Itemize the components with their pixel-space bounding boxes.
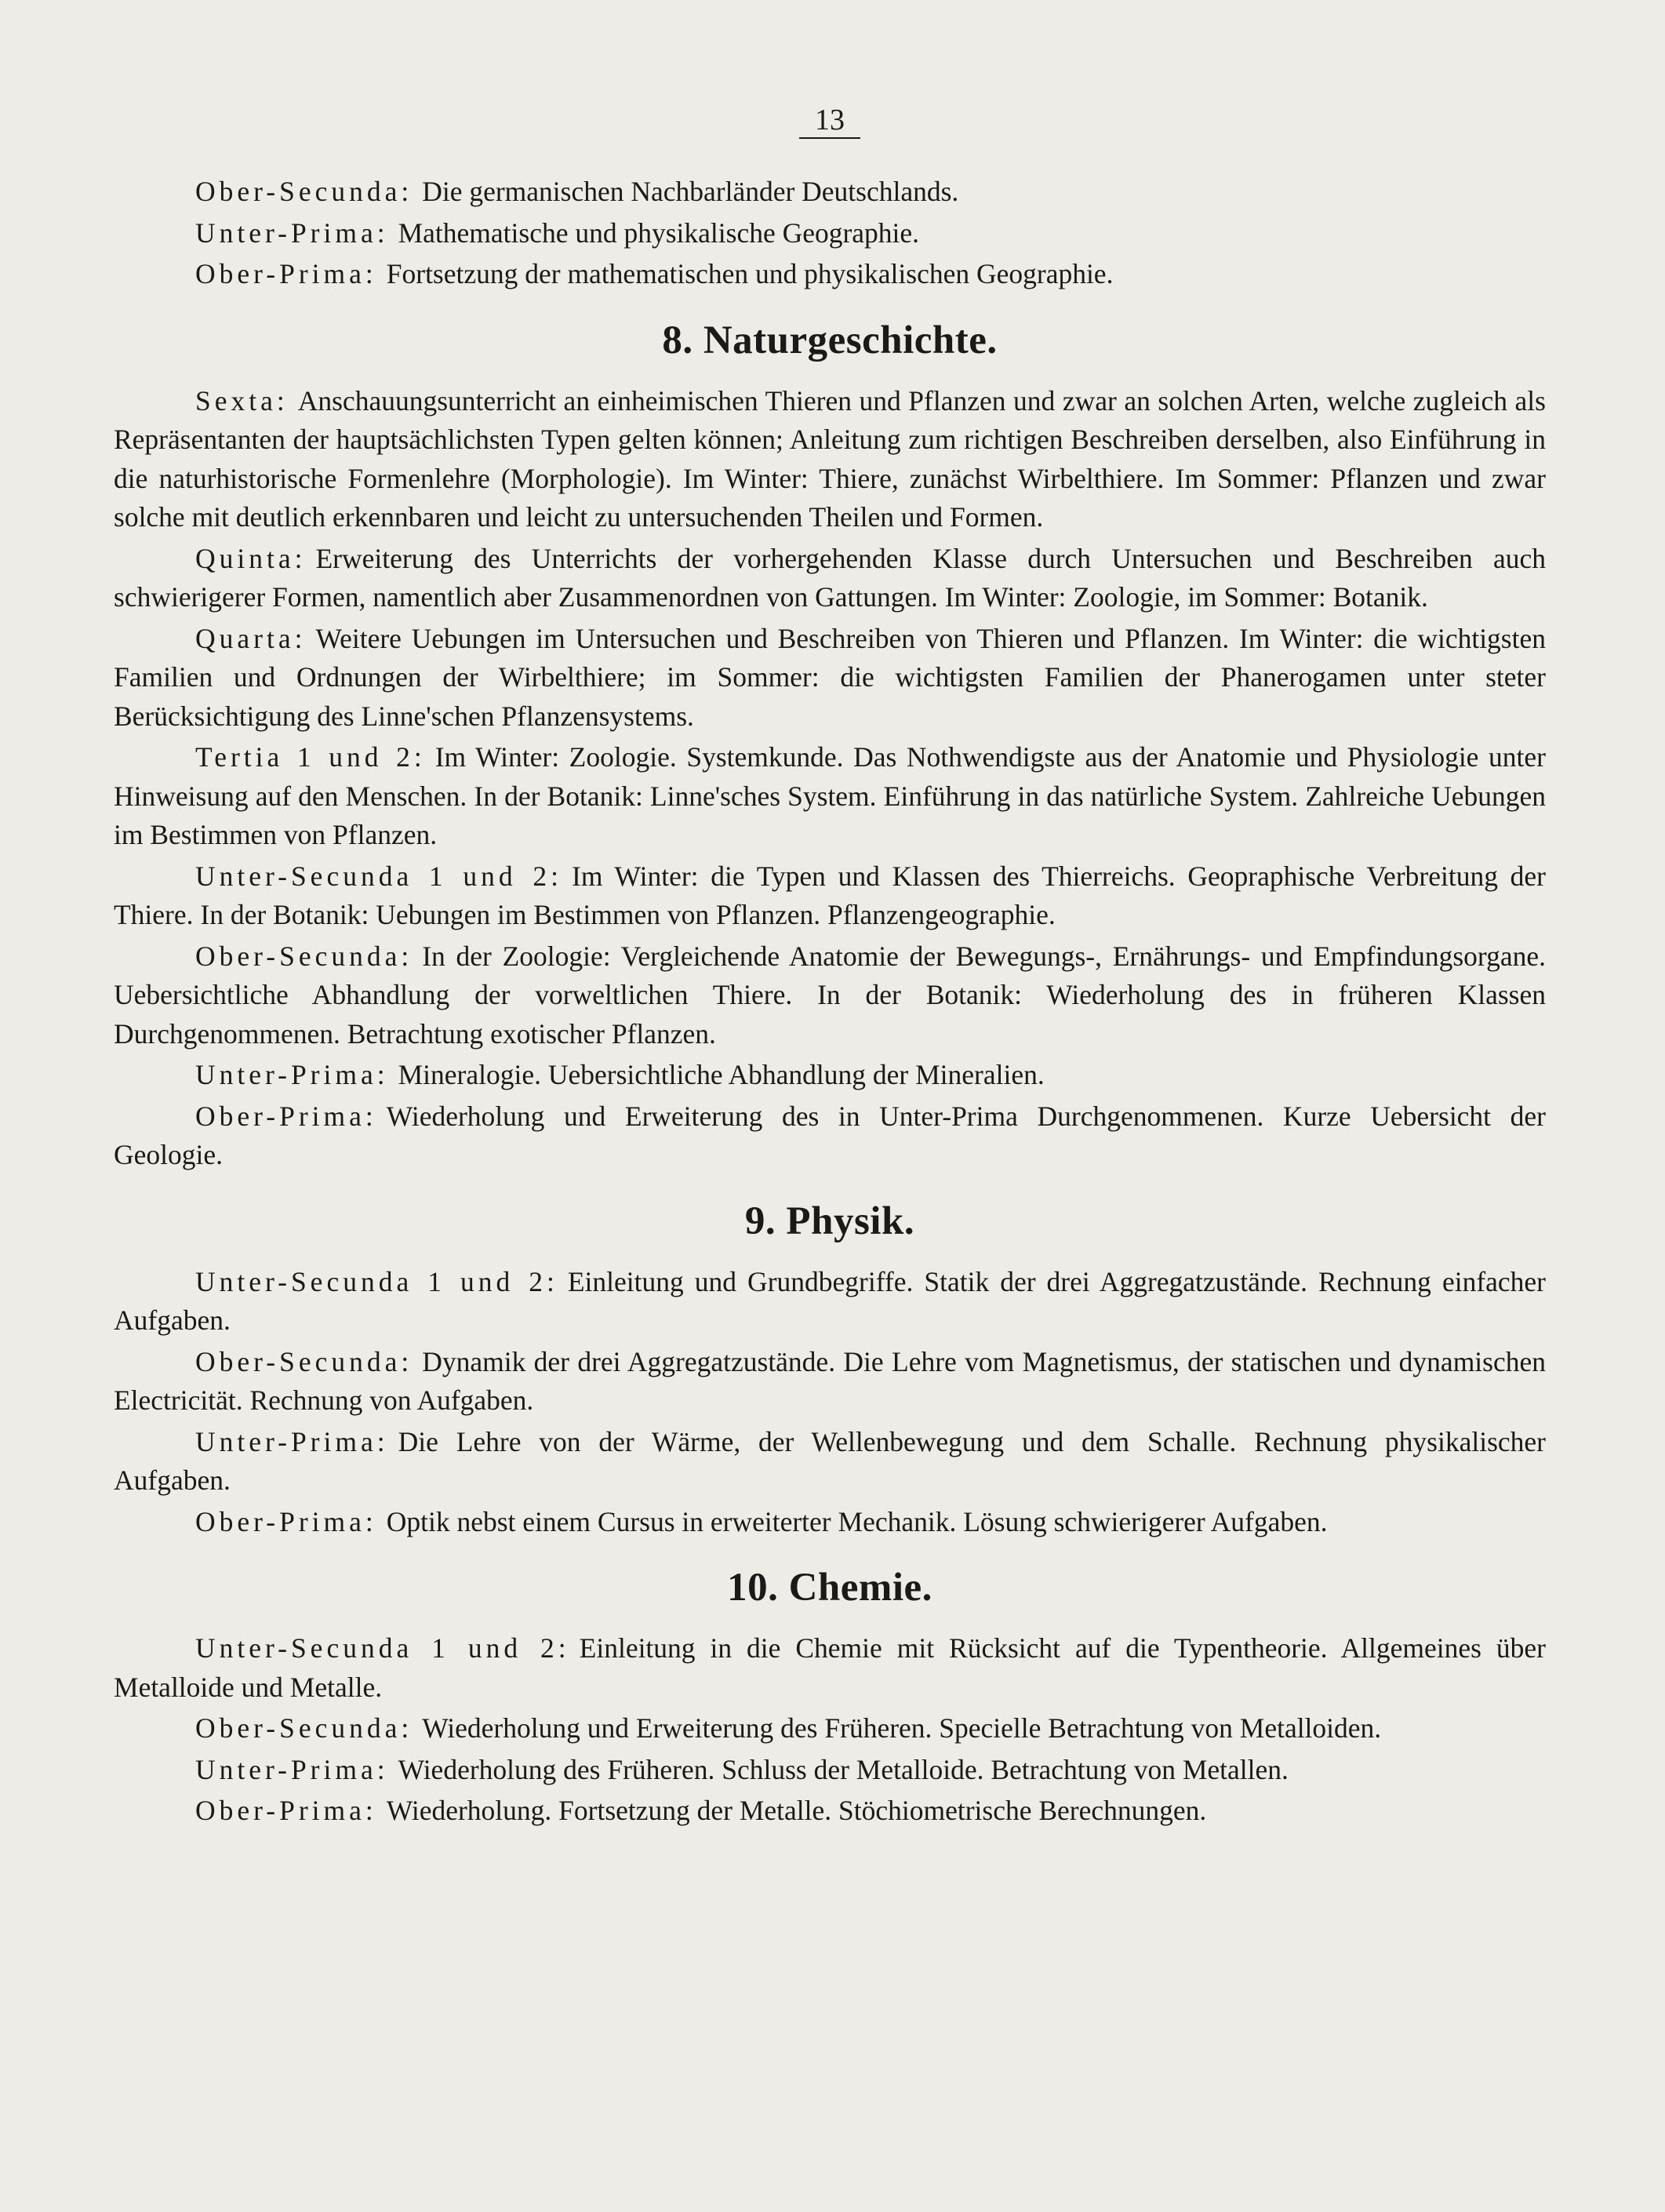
section-paragraph bbox=[114, 1097, 1546, 1175]
paragraph-text: Die germanischen Nachbarländer Deutschlands. bbox=[422, 176, 959, 207]
class-label: Ober-Prima: bbox=[195, 258, 377, 289]
section-paragraph bbox=[114, 540, 1546, 617]
class-label: Ober-Secunda: bbox=[195, 1345, 413, 1377]
section-paragraph bbox=[114, 1629, 1546, 1707]
section-paragraph bbox=[114, 1709, 1546, 1748]
paragraph-text: Einleitung und Grundbegriffe. Statik der drei Aggregatzustände. Rechnung einfacher Aufgaben. bbox=[114, 1265, 1546, 1336]
class-label: Ober-Secunda: bbox=[195, 176, 413, 207]
section-paragraph bbox=[114, 1343, 1546, 1421]
paragraph-text: Wiederholung. Fortsetzung der Metalle. Stöchiometrische Berechnungen. bbox=[386, 1795, 1207, 1826]
paragraph-text: Im Winter: Zoologie. Systemkunde. Das Nothwendigste aus der Anatomie und Physiologie unter Hinweisung auf den Menschen. In der Botanik: Linne'sches System. Einführung in das natürliche System. Zahlreiche Uebungen im Bestimmen von Pflanzen. bbox=[114, 741, 1546, 850]
section-paragraph bbox=[114, 620, 1546, 737]
section-title: 10. Chemie. bbox=[727, 1566, 932, 1610]
paragraph-text: Wiederholung und Erweiterung des Früheren. Specielle Betrachtung von Metalloiden. bbox=[422, 1712, 1382, 1744]
section-paragraph bbox=[114, 1056, 1546, 1095]
class-label: Ober-Secunda: bbox=[195, 940, 413, 972]
class-label: Sexta: bbox=[195, 384, 289, 417]
paragraph-text: Dynamik der drei Aggregatzustände. Die Lehre vom Magnetismus, der statischen und dynamischen Electricität. Rechnung von Aufgaben. bbox=[114, 1345, 1546, 1416]
section-naturgeschichte bbox=[114, 316, 1546, 1175]
section-paragraph bbox=[114, 1792, 1546, 1831]
paragraph-text: Anschauungsunterricht an einheimischen Thieren und Pflanzen und zwar an solchen Arten, welche zugleich als Repräsentanten der hauptsächlichsten Typen gelten können; Anleitung zum richtigen Beschreiben derselben, also Einführung in die naturhistorische Formenlehre (Morphologie). Im Winter: Thiere, zunächst Wirbelthiere. Im Sommer: Pflanzen und zwar solche mit deutlich erkennbaren und leicht zu untersuchenden Theilen und Formen. bbox=[114, 384, 1546, 533]
section-paragraph bbox=[114, 738, 1546, 855]
paragraph-text: Optik nebst einem Cursus in erweiterter Mechanik. Lösung schwierigerer Aufgaben. bbox=[386, 1505, 1328, 1537]
class-label: Unter-Secunda 1 und 2: bbox=[195, 860, 562, 892]
class-label: Quarta: bbox=[195, 622, 307, 654]
class-label: Ober-Prima: bbox=[195, 1795, 377, 1826]
class-label: Unter-Prima: bbox=[195, 216, 389, 249]
paragraph-text: Mathematische und physikalische Geographie. bbox=[398, 216, 920, 249]
class-label: Tertia 1 und 2: bbox=[195, 741, 426, 773]
section-physik bbox=[114, 1197, 1546, 1542]
intro-paragraph bbox=[114, 255, 1546, 294]
section-chemie bbox=[114, 1563, 1546, 1831]
section-paragraph bbox=[114, 937, 1546, 1054]
section-paragraph bbox=[114, 1263, 1546, 1341]
paragraph-text: Einleitung in die Chemie mit Rücksicht auf die Typentheorie. Allgemeines über Metalloide und Metalle. bbox=[114, 1632, 1546, 1703]
class-label: Unter-Prima: bbox=[195, 1753, 389, 1785]
class-label: Unter-Prima: bbox=[195, 1425, 389, 1457]
section-paragraph bbox=[114, 1751, 1546, 1790]
class-label: Ober-Secunda: bbox=[195, 1712, 413, 1744]
page-number bbox=[114, 100, 1546, 140]
section-title: 9. Physik. bbox=[744, 1199, 915, 1243]
section-title: 8. Naturgeschichte. bbox=[662, 318, 998, 362]
page-number-text: 13 bbox=[799, 104, 860, 139]
paragraph-text: Mineralogie. Uebersichtliche Abhandlung der Mineralien. bbox=[398, 1059, 1045, 1090]
paragraph-text: Im Winter: die Typen und Klassen des Thierreichs. Geopraphische Verbreitung der Thiere. In der Botanik: Uebungen im Bestimmen von Pflanzen. Pflanzengeographie. bbox=[114, 860, 1546, 930]
class-label: Unter-Secunda 1 und 2: bbox=[195, 1632, 570, 1664]
class-label: Unter-Secunda 1 und 2: bbox=[195, 1265, 558, 1297]
section-paragraph bbox=[114, 1423, 1546, 1501]
paragraph-text: Die Lehre von der Wärme, der Wellenbewegung und dem Schalle. Rechnung physikalischer Aufgaben. bbox=[114, 1425, 1546, 1496]
class-label: Unter-Prima: bbox=[195, 1059, 389, 1090]
intro-paragraph bbox=[114, 173, 1546, 212]
section-paragraph bbox=[114, 1503, 1546, 1542]
paragraph-text: Weitere Uebungen im Untersuchen und Beschreiben von Thieren und Pflanzen. Im Winter: die wichtigsten Familien und Ordnungen der Wirbelthiere; im Sommer: die wichtigsten Familien der Phanerogamen unter steter Berücksichtigung des Linne'schen Pflanzensystems. bbox=[114, 622, 1546, 732]
class-label: Ober-Prima: bbox=[195, 1100, 377, 1132]
section-paragraph bbox=[114, 382, 1546, 537]
class-label: Quinta: bbox=[195, 542, 307, 574]
paragraph-text: Erweiterung des Unterrichts der vorhergehenden Klasse durch Untersuchen und Beschreiben auch schwierigerer Formen, namentlich aber Zusammenordnen von Gattungen. Im Winter: Zoologie, im Sommer: Botanik. bbox=[114, 542, 1546, 613]
intro-paragraph bbox=[114, 214, 1546, 253]
paragraph-text: Wiederholung des Früheren. Schluss der Metalloide. Betrachtung von Metallen. bbox=[398, 1753, 1289, 1785]
paragraph-text: In der Zoologie: Vergleichende Anatomie der Bewegungs-, Ernährungs- und Empfindungsorgane. Uebersichtliche Abhandlung der vorweltlichen Thiere. In der Botanik: Wiederholung des in früheren Klassen Durchgenommenen. Betrachtung exotischer Pflanzen. bbox=[114, 940, 1546, 1050]
intro-block bbox=[114, 173, 1546, 294]
section-paragraph bbox=[114, 857, 1546, 935]
class-label: Ober-Prima: bbox=[195, 1505, 377, 1537]
paragraph-text: Fortsetzung der mathematischen und physikalischen Geographie. bbox=[386, 258, 1114, 289]
paragraph-text: Wiederholung und Erweiterung des in Unter-Prima Durchgenommenen. Kurze Uebersicht der Geologie. bbox=[114, 1100, 1546, 1170]
